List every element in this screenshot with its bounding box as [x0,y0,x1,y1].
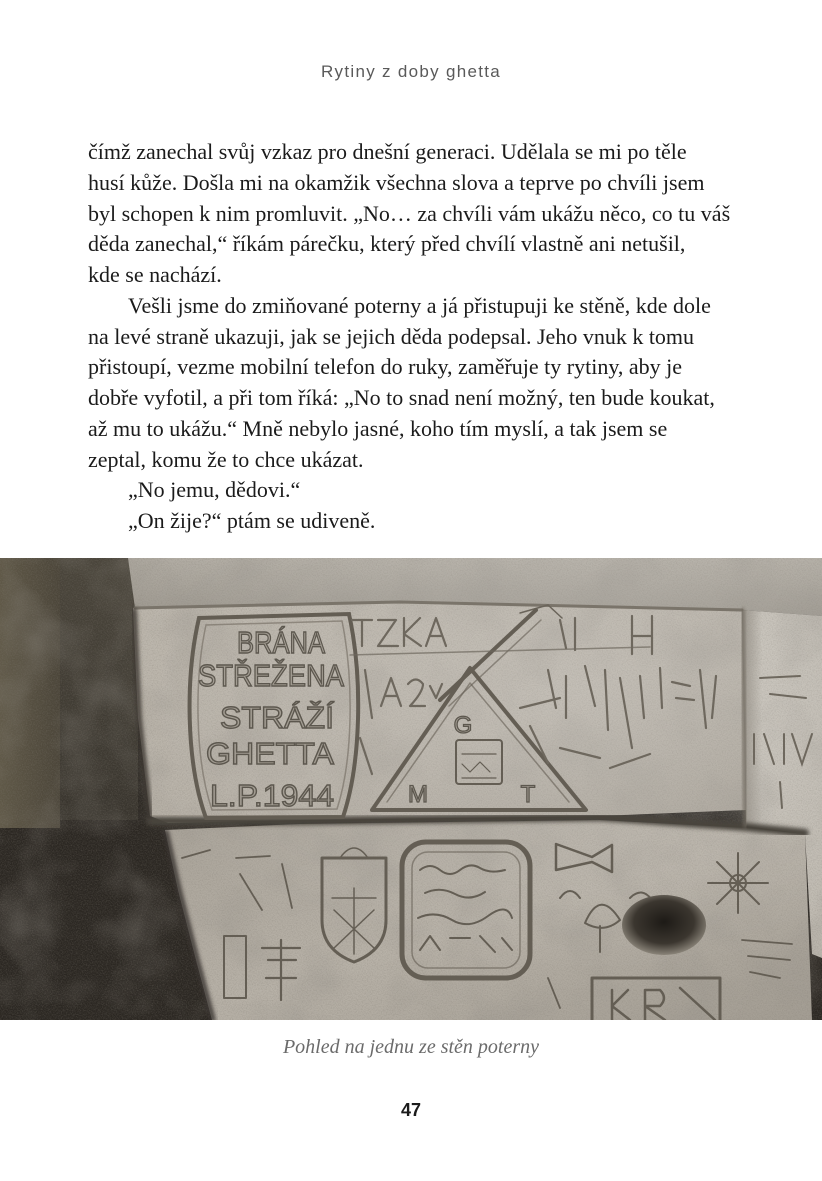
text-line: čímž zanechal svůj vzkaz pro dnešní generaci. Udělala se mi po těle [88,139,687,164]
text-line: až mu to ukážu.“ Mně nebylo jasné, koho tím myslí, a tak jsem se [88,415,668,441]
text-line: na levé straně ukazuji, jak se jejich děda podepsal. Jeho vnuk k tomu [88,323,695,349]
text-line: děda zanechal,“ říkám párečku, který před chvílí vlastně ani netušil, [88,231,686,257]
triangle-letter-m: M [408,781,428,808]
stone-wall-photo [0,558,822,1020]
figure-caption: Pohled na jednu ze stěn poterny [282,1036,540,1058]
inscription-line: STŘEŽENA [198,658,345,693]
photo-poterna-wall [0,558,822,1020]
paragraph [88,475,778,506]
paragraph [88,137,778,291]
text-line: Vešli jsme do zmiňované poterny a já přistupuji ke stěně, kde dole [128,292,711,318]
wall-hole [622,895,706,955]
triangle-letter-t: T [520,781,536,808]
text-line: kde se nachází. [88,262,222,287]
text-line: husí kůže. Došla mi na okamžik všechna slova a teprve po chvíli jsem [88,169,705,195]
text-line: „No jemu, dědovi.“ [128,477,301,503]
inscription-line: L.P.1944 [210,778,334,813]
inscription-line: BRÁNA [237,625,326,660]
running-head: Rytiny z doby ghetta [320,62,502,81]
text-line: dobře vyfotil, a při tom říká: „No to snad není možný, ten bude koukat, [88,385,715,410]
text-line: byl schopen k nim promluvit. „No… za chvíli vám ukážu něco, co tu váš [88,200,731,226]
text-line: přistoupí, vezme mobilní telefon do ruky, zaměřuje ty rytiny, aby je [88,354,683,380]
text-line: zeptal, komu že to chce ukázat. [88,446,364,472]
inscription-line: STRÁŽÍ [220,700,335,735]
body-text [88,137,778,537]
page-number: 47 [400,1100,422,1120]
paragraph [88,506,778,537]
inscription-line: GHETTA [206,736,335,771]
carved-star [708,853,768,913]
text-line: „On žije?“ ptám se udiveně. [128,508,376,533]
paragraph [88,291,778,476]
triangle-letter-g: G [453,712,473,739]
